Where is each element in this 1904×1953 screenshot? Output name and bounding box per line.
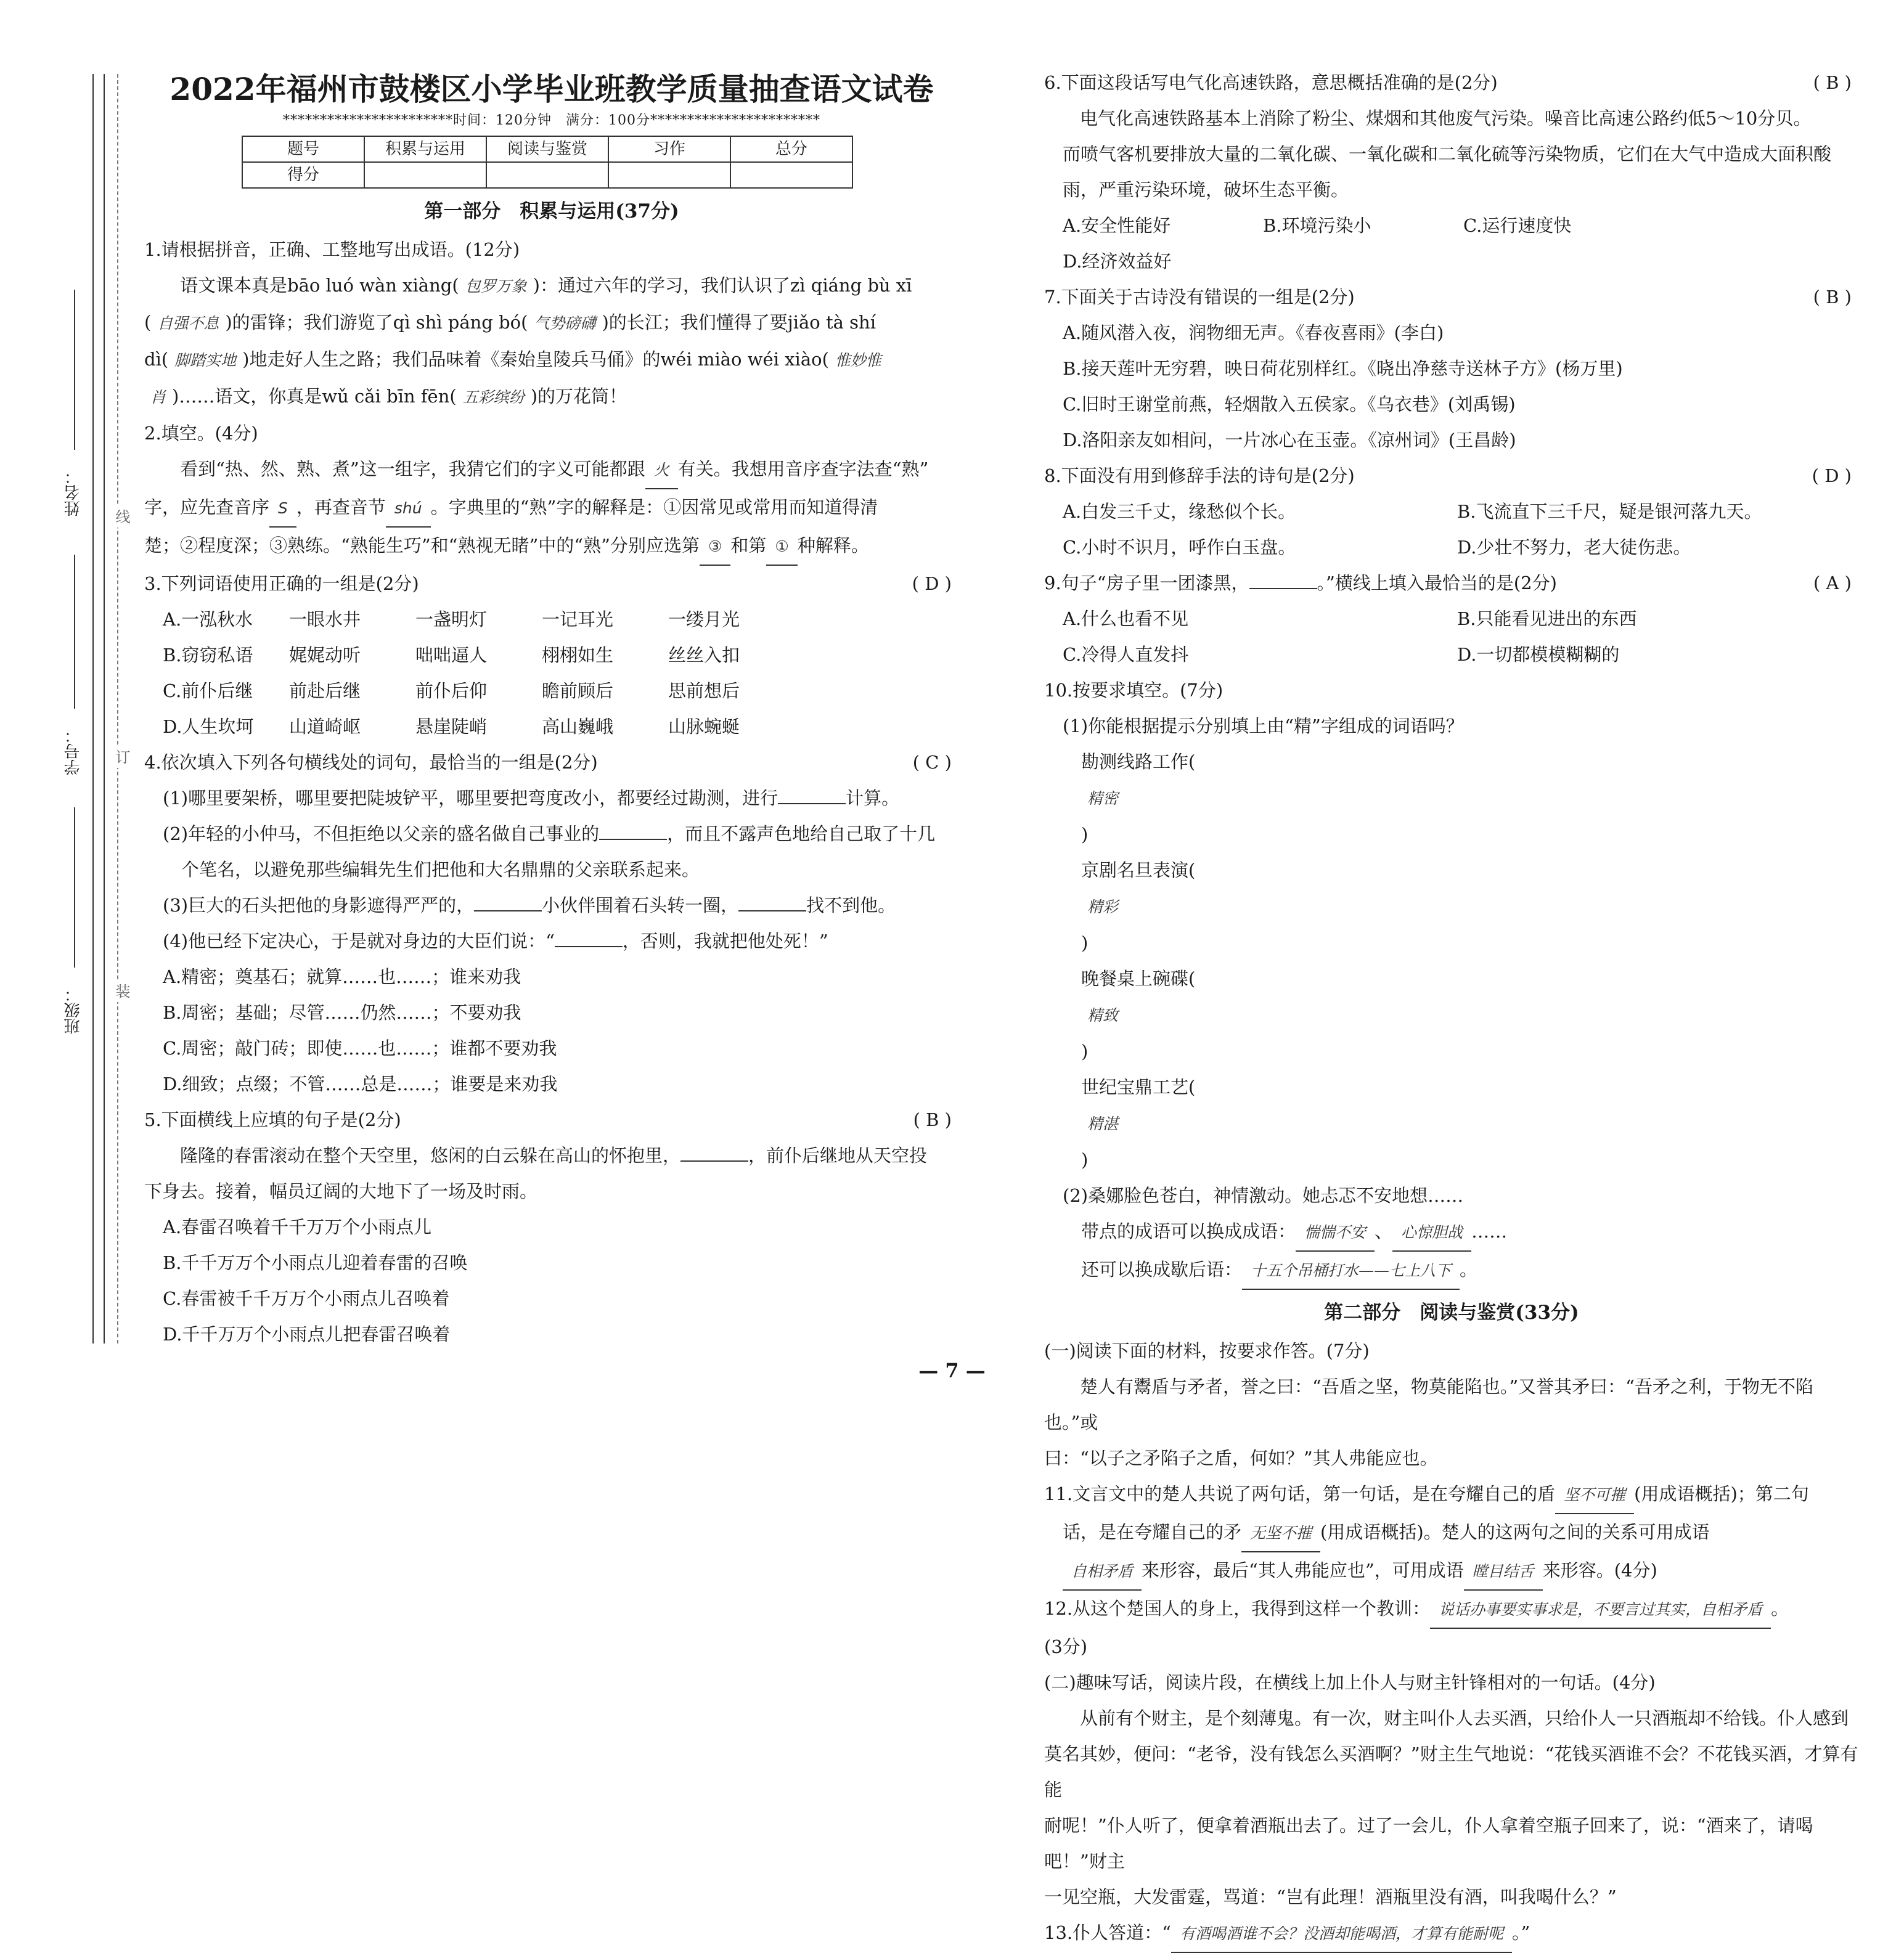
text: 勘测线路工作( <box>1081 751 1196 772</box>
handwritten-answer: 精湛 <box>1087 1115 1119 1133</box>
text: 电气化高速铁路基本上消除了粉尘、煤烟和其他废气污染。噪音比高速公路约低5～10分贝。 <box>1080 108 1812 129</box>
answer-fill: 火 <box>645 452 678 489</box>
option: 丝丝入扣 <box>668 645 740 666</box>
answer-fill: ① <box>766 529 797 566</box>
option: 一记耳光 <box>542 609 614 630</box>
text: 来形容，最后“其人弗能应也”，可用成语 <box>1142 1560 1464 1581</box>
question-stem: 5.下面横线上应填的句子是(2分) <box>144 1109 401 1130</box>
margin-line <box>92 74 94 1343</box>
blank-line <box>599 839 667 840</box>
score-header: 习作 <box>608 136 730 162</box>
text: 雨，严重污染环境，破坏生态平衡。 <box>1063 179 1349 200</box>
answer-fill: 十五个吊桶打水——七上八下 <box>1242 1253 1460 1290</box>
text: ) <box>1081 1041 1089 1062</box>
option-row <box>144 709 962 744</box>
text: 11.文言文中的楚人共说了两句话，第一句话，是在夸耀自己的盾 <box>1044 1483 1556 1504</box>
question-stem: 3.下列词语使用正确的一组是(2分) <box>144 573 419 594</box>
handwritten-answer: 脚踏实地 <box>174 351 237 369</box>
item-row <box>1044 744 1861 961</box>
text: 12.从这个楚国人的身上，我得到这样一个教训： <box>1044 1598 1431 1619</box>
text: (2)年轻的小仲马，不但拒绝以父亲的盛名做自己事业的 <box>163 823 600 844</box>
text: ) <box>1081 824 1089 845</box>
answer-fill: 说话办事要实事求是，不要言过其实，自相矛盾 <box>1430 1592 1771 1629</box>
text: (4)他已经下定决心，于是就对身边的大臣们说：“ <box>163 931 555 952</box>
text: 带点的成语可以换成成语： <box>1081 1221 1296 1242</box>
text: ，而且不露声色地给自己取了十几 <box>667 823 936 844</box>
option: C.冷得人直发抖 <box>1063 644 1189 665</box>
handwritten-answer: 自强不息 <box>157 314 219 332</box>
part-1-heading: 第一部分 积累与运用(37分) <box>424 200 679 222</box>
text: 计算。 <box>846 788 900 809</box>
option-row <box>1044 529 1861 565</box>
text: )：通过六年的学习，我们认识了zì qiáng bù xī <box>533 275 912 296</box>
option: C.运行速度快 <box>1463 215 1572 236</box>
answer-fill: 坚不可摧 <box>1555 1477 1634 1514</box>
text: (用成语概括)。楚人的这两句之间的关系可用成语 <box>1320 1522 1710 1543</box>
option: C.春雷被千千万万个小雨点儿召唤着 <box>163 1288 450 1309</box>
blank-line <box>474 910 542 911</box>
score-table <box>242 136 853 189</box>
question-stem: 8.下面没有用到修辞手法的诗句是(2分) <box>1044 465 1355 486</box>
text: dì( <box>144 349 169 370</box>
answer-fill: S <box>269 491 296 528</box>
text: ，前仆后继地从天空投 <box>748 1145 928 1166</box>
text: 小伙伴围着石头转一圈， <box>542 895 739 916</box>
question-stem: 10.按要求填空。(7分) <box>1044 680 1224 701</box>
left-column <box>142 0 962 1352</box>
question-10 <box>1042 672 1861 1290</box>
option: 娓娓动听 <box>289 645 361 666</box>
name-blank <box>74 290 75 450</box>
option: B.接天莲叶无穷碧，映日荷花别样红。《晓出净慈寺送林子方》(杨万里) <box>1063 358 1623 379</box>
question-stem: 1.请根据拼音，正确、工整地写出成语。(12分) <box>144 239 520 260</box>
question-13 <box>1042 1915 1861 1953</box>
text: 莫名其妙，便问：“老爷，没有钱怎么买酒啊？”财主生气地说：“花钱买酒谁不会？不花钱买酒，才算有能 <box>1044 1743 1858 1800</box>
question-4 <box>142 744 962 1102</box>
option-row <box>144 601 962 637</box>
name-label: 姓名： <box>64 468 83 516</box>
id-label: 学号： <box>64 727 83 775</box>
text: 语文课本真是bāo luó wàn xiàng( <box>180 275 459 296</box>
text: )的雷锋；我们游览了qì shì páng bó( <box>225 312 528 333</box>
question-stem: 9.句子“房子里一团漆黑， <box>1044 573 1249 593</box>
text: (3分) <box>1044 1636 1088 1657</box>
option: 前仆后仰 <box>415 680 488 701</box>
answer-bracket: ( C ) <box>912 752 952 773</box>
section-stem: (二)趣味写话，阅读片段，在横线上加上仆人与财主针锋相对的一句话。(4分) <box>1044 1672 1656 1693</box>
handwritten-answer: 包罗万象 <box>465 277 527 295</box>
blank-line <box>555 946 623 947</box>
margin-line <box>104 74 105 1343</box>
option: 思前想后 <box>668 680 740 701</box>
question-stem: 7.下面关于古诗没有错误的一组是(2分) <box>1044 287 1355 308</box>
question-12 <box>1042 1591 1861 1665</box>
text: 世纪宝鼎工艺( <box>1081 1077 1196 1098</box>
question-11 <box>1042 1476 1861 1591</box>
answer-bracket: ( D ) <box>1812 465 1852 486</box>
option: B.窃窃私语 <box>163 645 253 666</box>
answer-bracket: ( B ) <box>913 1109 952 1130</box>
exam-title: 2022年福州市鼓楼区小学毕业班教学质量抽查语文试卷 <box>170 71 934 107</box>
option: A.一泓秋水 <box>163 609 253 630</box>
section-stem: (一)阅读下面的材料，按要求作答。(7分) <box>1044 1340 1370 1361</box>
blank-line <box>680 1160 748 1162</box>
question-stem: 。”横线上填入最恰当的是(2分) <box>1317 573 1557 593</box>
text: 还可以换成歇后语： <box>1081 1259 1243 1280</box>
option: C.小时不识月，呼作白玉盘。 <box>1063 537 1296 558</box>
option: A.精密；奠基石；就算……也……；谁来劝我 <box>163 966 521 987</box>
option-row <box>144 673 962 709</box>
text: )地走好人生之路；我们品味着《秦始皇陵兵马俑》的wéi miào wéi xiào( <box>242 349 829 370</box>
question-stem: 2.填空。(4分) <box>144 423 258 444</box>
handwritten-answer: 精密 <box>1087 789 1119 807</box>
handwritten-answer: 精彩 <box>1087 898 1119 916</box>
text: (2)桑娜脸色苍白，神情激动。她忐忑不安地想…… <box>1063 1185 1464 1206</box>
text: (3)巨大的石头把他的身影遮得严严的， <box>163 895 475 916</box>
text: ) <box>1081 932 1089 953</box>
text: …… <box>1471 1221 1508 1242</box>
text: 而喷气客机要排放大量的二氧化碳、一氧化碳和二氧化硫等污染物质，它们在大气中造成大面积酸 <box>1063 144 1832 165</box>
score-header: 阅读与鉴赏 <box>486 136 608 162</box>
answer-fill: 瞠目结舌 <box>1464 1554 1543 1591</box>
text: )的万花筒！ <box>530 386 627 407</box>
option: A.白发三千丈，缘愁似个长。 <box>1063 501 1296 522</box>
part-2-heading: 第二部分 阅读与鉴赏(33分) <box>1324 1302 1579 1324</box>
text: (1)你能根据提示分别填上由“精”字组成的词语吗？ <box>1063 716 1464 736</box>
text: 从前有个财主，是个刻薄鬼。有一次，财主叫仆人去买酒，只给仆人一只酒瓶却不给钱。仆人感到 <box>1080 1708 1849 1729</box>
score-header: 积累与运用 <box>364 136 486 162</box>
option: A.随风潜入夜，润物细无声。《春夜喜雨》(李白) <box>1063 322 1444 343</box>
option: D.千千万万个小雨点儿把春雷召唤着 <box>163 1324 451 1345</box>
item-row <box>1044 961 1861 1178</box>
answer-bracket: ( B ) <box>1813 72 1852 93</box>
question-1 <box>142 232 962 415</box>
option: 山道崎岖 <box>289 716 361 737</box>
text: 来形容。(4分) <box>1542 1560 1657 1581</box>
text: 隆隆的春雷滚动在整个天空里，悠闲的白云躲在高山的怀抱里， <box>180 1145 681 1166</box>
line-mark: 线 <box>111 505 133 528</box>
option: A.春雷召唤着千千万万个小雨点儿 <box>163 1217 432 1237</box>
answer-fill: shú <box>386 491 431 528</box>
option: C.周密；敲门砖；即使……也……；谁都不要劝我 <box>163 1038 557 1059</box>
option: A.什么也看不见 <box>1063 608 1189 629</box>
score-cell[interactable] <box>608 162 730 188</box>
question-7 <box>1042 279 1861 458</box>
text: 晚餐桌上碗碟( <box>1081 968 1196 989</box>
answer-fill: 惴惴不安 <box>1296 1215 1375 1252</box>
text: 楚人有鬻盾与矛者，誉之曰：“吾盾之坚，物莫能陷也。”又誉其矛曰：“吾矛之利，于物无不陷也。”或 <box>1044 1376 1813 1433</box>
text: 有关。我想用音序查字法查“熟” <box>677 459 929 479</box>
option: D.一切都模模糊糊的 <box>1457 644 1620 665</box>
option: 瞻前顾后 <box>542 680 614 701</box>
question-stem: 6.下面这段话写电气化高速铁路，意思概括准确的是(2分) <box>1044 72 1498 93</box>
option: 栩栩如生 <box>542 645 614 666</box>
option: A.安全性能好 <box>1063 215 1171 236</box>
answer-fill: 无坚不摧 <box>1241 1515 1320 1552</box>
option-row <box>1044 494 1861 529</box>
cut-line <box>117 74 118 1343</box>
text: 看到“热、然、熟、煮”这一组字，我猜它们的字义可能都跟 <box>180 459 645 479</box>
question-3 <box>142 566 962 744</box>
class-blank <box>74 807 75 968</box>
score-cell[interactable] <box>364 162 486 188</box>
score-header: 题号 <box>242 136 364 162</box>
answer-bracket: ( D ) <box>912 573 952 594</box>
text: 找不到他。 <box>806 895 896 916</box>
text: 京剧名旦表演( <box>1081 860 1196 881</box>
blank-line <box>778 803 846 804</box>
class-label: 班级： <box>64 986 83 1034</box>
text: 。字典里的“熟”字的解释是：①因常见或常用而知道得清 <box>430 497 878 518</box>
text: 。 <box>1460 1259 1478 1280</box>
score-row-label: 得分 <box>242 162 364 188</box>
option-row <box>144 637 962 673</box>
handwritten-answer: 肖 <box>150 388 166 406</box>
text: 下身去。接着，幅员辽阔的大地下了一场及时雨。 <box>144 1181 538 1202</box>
id-blank <box>74 555 75 709</box>
question-5 <box>142 1102 962 1352</box>
answer-fill: 心惊胆战 <box>1392 1215 1471 1252</box>
answer-fill: 有酒喝酒谁不会？没酒却能喝酒，才算有能耐呢 <box>1171 1916 1512 1953</box>
answer-bracket: ( B ) <box>1813 287 1852 308</box>
handwritten-answer: 惟妙惟 <box>835 351 881 369</box>
text: ) <box>1081 1149 1089 1170</box>
text: 种解释。 <box>797 535 869 556</box>
option: D.洛阳亲友如相问，一片冰心在玉壶。《凉州词》(王昌龄) <box>1063 430 1516 451</box>
option: B.环境污染小 <box>1263 215 1371 236</box>
text: 话，是在夸耀自己的矛 <box>1063 1522 1242 1543</box>
text: ，否则，我就把他处死！” <box>622 931 828 952</box>
text: )的长江；我们懂得了要jiǎo tà shí <box>602 312 876 333</box>
text: 13.仆人答道：“ <box>1044 1922 1171 1943</box>
text: 。” <box>1511 1922 1530 1943</box>
option: B.千千万万个小雨点儿迎着春雷的召唤 <box>163 1252 468 1273</box>
text: )……语文，你真是wǔ cǎi bīn fēn( <box>172 386 457 407</box>
text: 个笔名，以避免那些编辑先生们把他和大名鼎鼎的父亲联系起来。 <box>181 859 700 880</box>
text: 和第 <box>730 535 767 556</box>
question-stem: 4.依次填入下列各句横线处的词句，最恰当的一组是(2分) <box>144 752 598 773</box>
text: ，再查音节 <box>296 497 386 518</box>
option: 一盏明灯 <box>415 609 488 630</box>
option: D.经济效益好 <box>1063 251 1172 272</box>
option: B.飞流直下三千尺，疑是银河落九天。 <box>1457 501 1762 522</box>
text: 、 <box>1375 1221 1393 1242</box>
reading-2 <box>1042 1665 1861 1915</box>
answer-bracket: ( A ) <box>1813 573 1852 593</box>
text: 曰：“以子之矛陷子之盾，何如？”其人弗能应也。 <box>1044 1448 1438 1469</box>
text: (1)哪里要架桥，哪里要把陡坡铲平，哪里要把弯度改小，都要经过勘测，进行 <box>163 788 778 809</box>
option: 山脉蜿蜒 <box>668 716 740 737</box>
option: B.周密；基础；尽管……仍然……；不要劝我 <box>163 1002 521 1023</box>
question-6 <box>1042 65 1861 279</box>
text: 楚；②程度深；③熟练。“熟能生巧”和“熟视无睹”中的“熟”分别应选第 <box>144 535 700 556</box>
score-header: 总分 <box>730 136 852 162</box>
blank-line <box>738 910 806 911</box>
text: 耐呢！”仆人听了，便拿着酒瓶出去了。过了一会儿，仆人拿着空瓶子回来了，说：“酒来了，请喝吧！”财主 <box>1044 1815 1813 1872</box>
option: 悬崖陡峭 <box>415 716 488 737</box>
blank-line <box>1249 588 1317 589</box>
option: 一缕月光 <box>668 609 740 630</box>
page-number: — 7 — <box>918 1359 986 1382</box>
handwritten-answer: 精致 <box>1087 1006 1119 1024</box>
score-cell[interactable] <box>486 162 608 188</box>
option: C.前仆后继 <box>163 680 253 701</box>
option: 一眼水井 <box>289 609 361 630</box>
question-2 <box>142 415 962 566</box>
option: 前赴后继 <box>289 680 361 701</box>
handwritten-answer: 气势磅礴 <box>534 314 596 332</box>
text: ( <box>144 312 152 333</box>
handwritten-answer: 五彩缤纷 <box>462 388 525 406</box>
bind-mark: 订 <box>111 746 133 768</box>
option: D.人生坎坷 <box>163 716 254 737</box>
reading-1 <box>1042 1333 1861 1476</box>
exam-subtitle: ***********************时间：120分钟 满分：100分*********************** <box>283 113 820 128</box>
staple-mark: 装 <box>111 980 133 1002</box>
option: 咄咄逼人 <box>415 645 488 666</box>
option-row <box>1044 601 1861 637</box>
answer-fill: 自相矛盾 <box>1063 1554 1142 1591</box>
question-8 <box>1042 458 1861 565</box>
option-row <box>1044 637 1861 672</box>
text: 。 <box>1771 1598 1789 1619</box>
option: 高山巍峨 <box>542 716 614 737</box>
right-column <box>1042 65 1861 1953</box>
option: D.细致；点缀；不管……总是……；谁要是来劝我 <box>163 1074 558 1095</box>
score-cell[interactable] <box>730 162 852 188</box>
answer-fill: ③ <box>700 529 730 566</box>
binding-margin <box>0 0 142 1413</box>
text: (用成语概括)；第二句 <box>1634 1483 1809 1504</box>
option: C.旧时王谢堂前燕，轻烟散入五侯家。《乌衣巷》(刘禹锡) <box>1063 394 1516 415</box>
option-row <box>1044 208 1861 279</box>
text: 字，应先查音序 <box>144 497 270 518</box>
question-9 <box>1042 565 1861 672</box>
option: D.少壮不努力，老大徒伤悲。 <box>1457 537 1691 558</box>
option: B.只能看见进出的东西 <box>1457 608 1637 629</box>
text: 一见空瓶，大发雷霆，骂道：“岂有此理！酒瓶里没有酒，叫我喝什么？” <box>1044 1886 1617 1907</box>
